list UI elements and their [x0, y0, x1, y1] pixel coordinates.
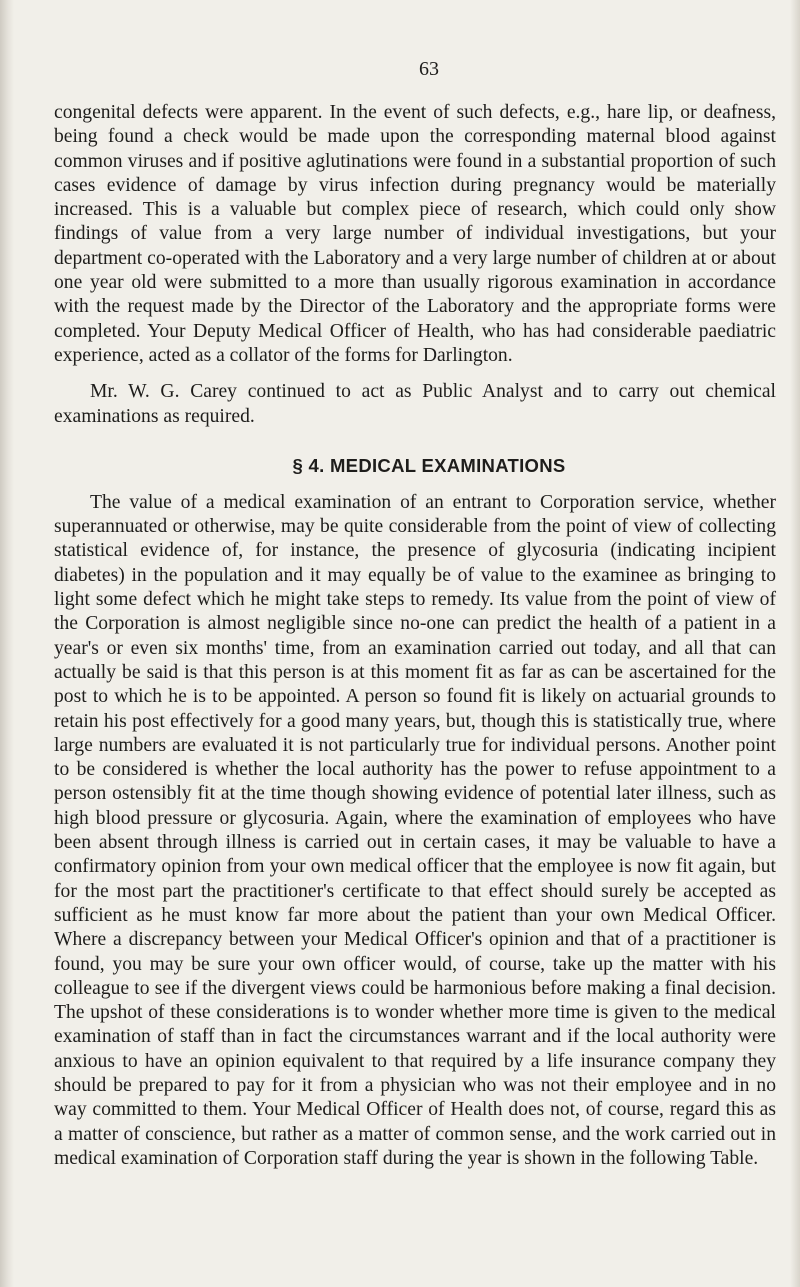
scan-shadow-left [0, 0, 14, 1287]
document-page [54, 58, 776, 1171]
paragraph-congenital-defects: congenital defects were apparent. In the event of such defects, e.g., hare lip, or deafness, being found a check would be made upon the corresponding maternal blood against common viruses and if positive aglutinations were found in a substantial proportion of such cases evidence of damage by virus infection during pregnancy would be materially increased. This is a valuable but complex piece of research, which could only show findings of value from a very large number of individual investigations, but your department co-operated with the Laboratory and a very large number of children at or about one year old were submitted to a more than usually rigorous examination in accordance with the request made by the Director of the Laboratory and the appropriate forms were completed. Your Deputy Medical Officer of Health, who has had considerable paediatric experience, acted as a collator of the forms for Darlington. [54, 102, 776, 366]
page-number: 63 [419, 58, 439, 80]
paragraph-spacer [54, 368, 776, 380]
paragraph-medical-examinations: The value of a medical examination of an entrant to Corporation service, whether superannuated or otherwise, may be quite considerable from the point of view of collecting statistical evidence of, for instance, the presence of glycosuria (indicating incipient diabetes) in the population and it may equally be of value to the examinee as bringing to light some defect which he might take steps to remedy. Its value from the point of view of the Corporation is almost negligible since no-one can predict the health of a patient in a year's or even six months' time, from an examination carried out today, and all that can actually be said is that this person is at this moment fit as far as can be ascertained for the post to which he is to be appointed. A person so found fit is likely on actuarial grounds to retain his post effectively for a good many years, but, though this is statistically true, where large numbers are evaluated it is not particularly true for individual persons. Another point to be considered is whether the local authority has the power to refuse appointment to a person ostensibly fit at the time though showing evidence of potential later illness, such as high blood pressure or glycosuria. Again, where the examination of employees who have been absent through illness is carried out in certain cases, it may be valuable to have a confirmatory opinion from your own medical officer that the employee is now fit again, but for the most part the practitioner's certificate to that effect should surely be accepted as sufficient as he must know far more about the patient than your own Medical Officer. Where a discrepancy between your Medical Officer's opinion and that of a practitioner is found, you may be sure your own officer would, of course, take up the matter with his colleague to see if the divergent views could be harmonious before making a final decision. The upshot of these considerations is to wonder whether more time is given to the medical examination of staff than in fact the circumstances warrant and if the local authority were anxious to have an opinion equivalent to that required by a life insurance company they should be prepared to pay for it from a physician who was not their employee and in no way committed to them. Your Medical Officer of Health does not, of course, regard this as a matter of conscience, but rather as a matter of common sense, and the work carried out in medical examination of Corporation staff during the year is shown in the following Table. [54, 491, 776, 1169]
paragraph-public-analyst: Mr. W. G. Carey continued to act as Public Analyst and to carry out chemical examinations as required. [54, 381, 776, 427]
scan-shadow-right [790, 0, 800, 1287]
section-heading: § 4. MEDICAL EXAMINATIONS [292, 454, 566, 476]
